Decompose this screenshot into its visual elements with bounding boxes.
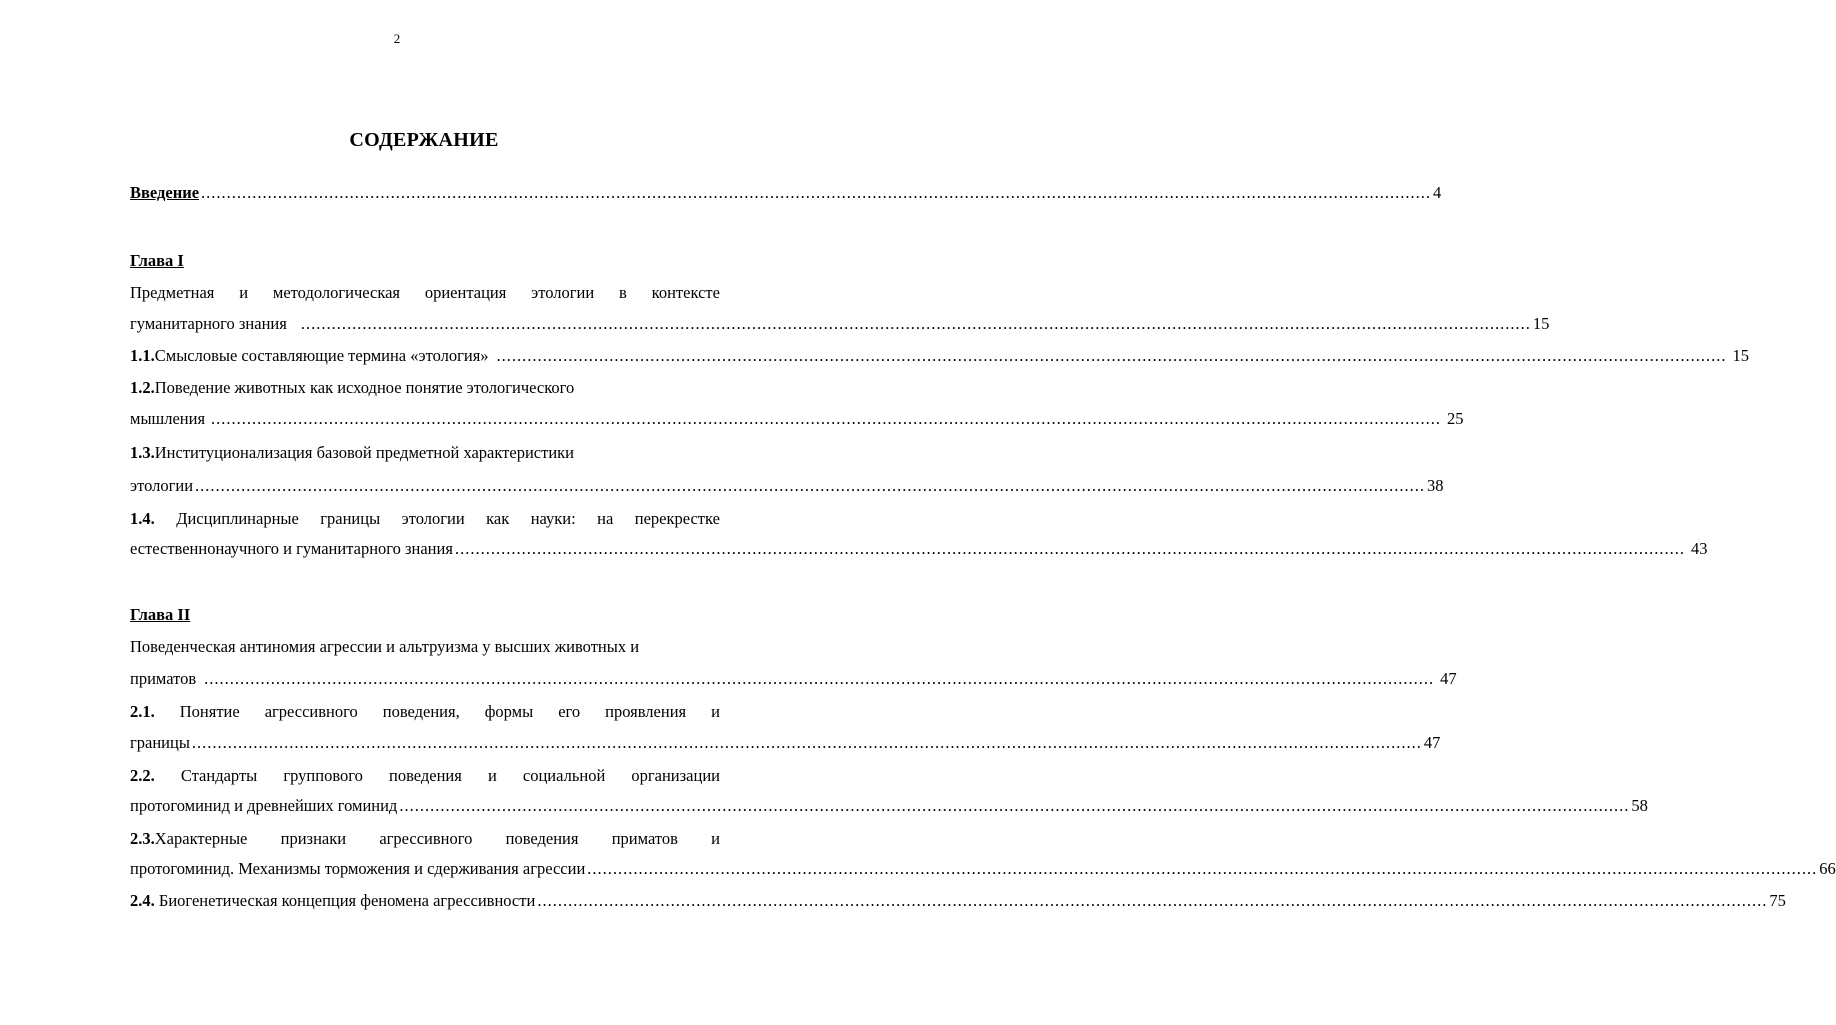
section-number: 1.4.	[130, 509, 155, 528]
section-number: 2.2.	[130, 766, 155, 785]
toc-intro-label[interactable]: Введение	[130, 183, 200, 202]
toc-entry-2-1-cont[interactable]: границы ................................................................................................................................................................................................................................................ 47	[130, 733, 1441, 752]
dot-leader: ................................................................................................................................................................................................................................................	[454, 539, 1685, 558]
toc-entry-intro[interactable]	[130, 182, 1442, 204]
chapter-2-page: 47	[1440, 669, 1457, 688]
dot-leader: ................................................................................................................................................................................................................................................	[191, 733, 1422, 752]
dot-leader: ................................................................................................................................................................................................................................................	[537, 891, 1768, 910]
page-title: СОДЕРЖАНИЕ	[349, 129, 499, 151]
dot-leader: ................................................................................................................................................................................................................................................	[211, 409, 1442, 428]
toc-entry-2-2[interactable]: 2.2. Стандарты группового поведения и социальной организации	[130, 766, 720, 785]
section-page: 66	[1819, 859, 1836, 878]
dot-leader: ................................................................................................................................................................................................................................................	[201, 183, 1432, 202]
section-number: 1.2.	[130, 378, 155, 397]
chapter-1-title-line2[interactable]: гуманитарного знания ................................................................................................................................................................................................................................................ 15	[130, 314, 1550, 333]
section-number: 2.1.	[130, 702, 155, 721]
dot-leader: ................................................................................................................................................................................................................................................	[587, 859, 1818, 878]
chapter-1-title-line1: Предметная и методологическая ориентация этологии в контексте	[130, 283, 720, 302]
dot-leader: ................................................................................................................................................................................................................................................	[204, 669, 1435, 688]
toc-entry-2-2-cont[interactable]: протогоминид и древнейших гоминид ................................................................................................................................................................................................................................................ 58	[130, 796, 1648, 815]
chapter-1-page: 15	[1532, 314, 1550, 333]
chapter-2-title-line1: Поведенческая антиномия агрессии и альтруизма у высших животных и	[130, 637, 640, 656]
toc-intro-page: 4	[1433, 183, 1442, 202]
toc-entry-2-4[interactable]	[130, 890, 1786, 912]
section-page: 15	[1732, 346, 1750, 365]
chapter-1-heading[interactable]: Глава I	[130, 251, 184, 270]
dot-leader: ................................................................................................................................................................................................................................................	[195, 476, 1426, 495]
section-title: Поведение животных как исходное понятие этологического	[154, 378, 575, 397]
dot-leader: ................................................................................................................................................................................................................................................	[300, 314, 1531, 333]
section-number: 1.1.	[130, 346, 155, 365]
toc-entry-2-3[interactable]: 2.3.Характерные признаки агрессивного поведения приматов и	[130, 829, 720, 848]
section-page: 75	[1769, 891, 1786, 910]
toc-entry-1-2[interactable]	[130, 377, 720, 399]
toc-entry-1-3-cont[interactable]: этологии ................................................................................................................................................................................................................................................ 38	[130, 476, 1444, 495]
section-page: 58	[1631, 796, 1648, 815]
toc-entry-1-4-cont[interactable]: естественнонаучного и гуманитарного знания ................................................................................................................................................................................................................................................ 43	[130, 539, 1708, 558]
dot-leader: ................................................................................................................................................................................................................................................	[496, 346, 1727, 365]
section-title: Институционализация базовой предметной характеристики	[154, 443, 575, 462]
section-page: 25	[1447, 409, 1464, 428]
dot-leader: ................................................................................................................................................................................................................................................	[399, 796, 1630, 815]
section-page: 43	[1690, 539, 1708, 558]
section-number: 1.3.	[130, 443, 155, 462]
toc-entry-1-4[interactable]: 1.4. Дисциплинарные границы этологии как науки: на перекрестке	[130, 509, 720, 528]
toc-entry-1-2-cont[interactable]: мышления ................................................................................................................................................................................................................................................ 25	[130, 409, 1464, 428]
section-number: 2.3.	[130, 829, 155, 848]
toc-entry-2-1[interactable]: 2.1. Понятие агрессивного поведения, формы его проявления и	[130, 702, 720, 721]
toc-entry-2-3-cont[interactable]: протогоминид. Механизмы торможения и сдерживания агрессии ................................................................................................................................................................................................................................................ 66	[130, 859, 1836, 878]
section-page: 47	[1423, 733, 1441, 752]
page-number: 2	[393, 31, 401, 46]
section-title: Биогенетическая концепция феномена агрессивности	[158, 891, 536, 910]
toc-entry-1-3[interactable]	[130, 442, 720, 464]
section-title: Смысловые составляющие термина «этология»	[154, 346, 489, 365]
chapter-2-title-line2[interactable]: приматов ................................................................................................................................................................................................................................................ 47	[130, 669, 1457, 688]
toc-entry-1-1[interactable]	[130, 345, 1750, 367]
section-page: 38	[1427, 476, 1444, 495]
chapter-2-heading[interactable]: Глава II	[130, 605, 191, 624]
section-number: 2.4.	[130, 891, 155, 910]
